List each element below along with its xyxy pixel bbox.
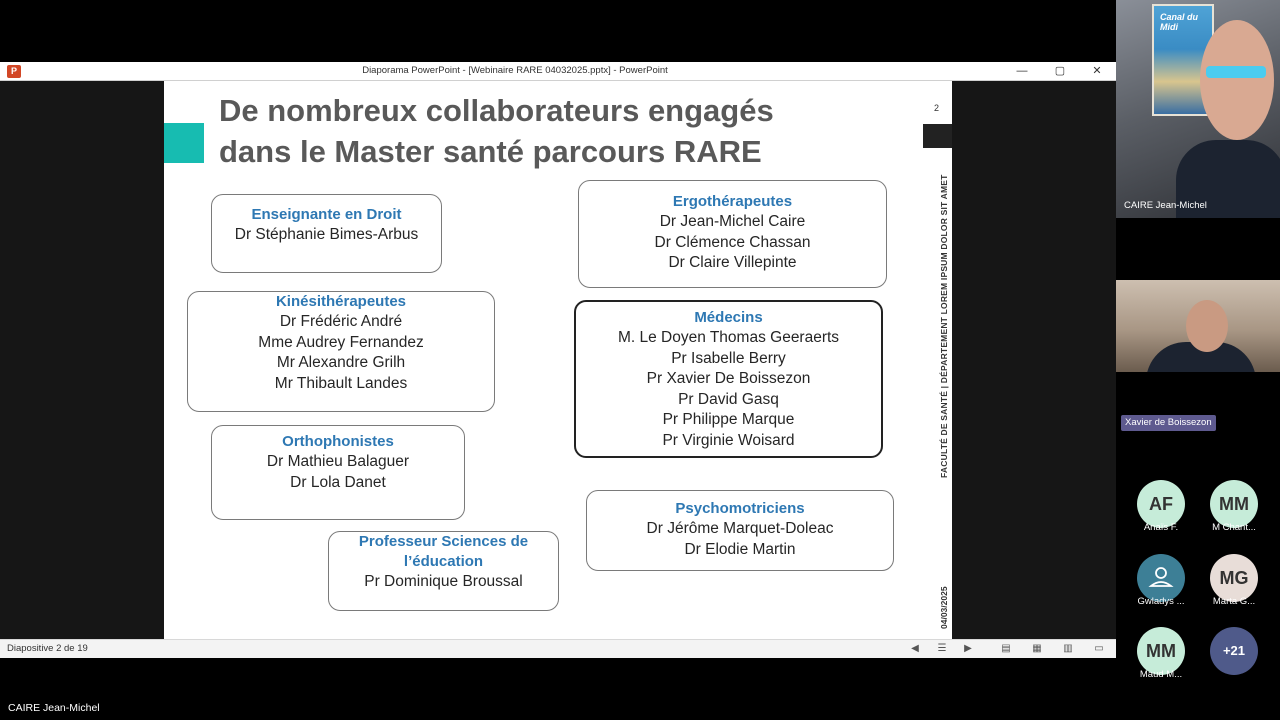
card-sciences-education: [328, 531, 559, 611]
participant-avatar-user-icon[interactable]: [1137, 554, 1185, 602]
card-heading-line-2: l’éducation: [403, 553, 484, 570]
next-slide-icon[interactable]: ▶: [964, 643, 972, 654]
card-psychomotriciens: [586, 490, 894, 571]
slideshow-stage: [0, 81, 1116, 639]
slide-number: 2: [934, 103, 940, 113]
participant-avatar[interactable]: MM: [1210, 480, 1258, 528]
person-head: [1186, 300, 1228, 352]
card-person: Pr David Gasq: [678, 390, 779, 408]
user-icon: [1137, 554, 1185, 602]
participant-name: M Chant...: [1212, 522, 1256, 533]
card-person: M. Le Doyen Thomas Geeraerts: [617, 329, 840, 346]
participant-name: Maud M...: [1139, 669, 1183, 680]
card-heading: Ergothérapeutes: [672, 193, 793, 210]
poster-text: Canal du Midi: [1160, 12, 1199, 32]
card-person: Dr Mathieu Balaguer: [266, 453, 410, 470]
card-person: Mr Thibault Landes: [274, 374, 408, 392]
minimize-button[interactable]: —: [1016, 65, 1028, 77]
participant-name: Gwladys ...: [1137, 596, 1185, 607]
participant-name: Anaïs F.: [1143, 522, 1179, 533]
maximize-button[interactable]: ▢: [1054, 65, 1066, 77]
card-person: Pr Dominique Broussal: [364, 573, 523, 590]
black-tab: [923, 124, 952, 148]
reading-view-icon[interactable]: ▥: [1063, 643, 1073, 654]
slide-title-line-2: dans le Master santé parcours RARE: [219, 134, 762, 169]
card-heading: Orthophonistes: [282, 433, 394, 450]
card-enseignante-droit: [211, 194, 442, 273]
card-person: Pr Philippe Marque: [662, 411, 795, 428]
card-heading: Psychomotriciens: [675, 500, 805, 517]
card-person: Dr Jérôme Marquet-Doleac: [646, 520, 834, 537]
tile-name-badge: Xavier de Boissezon: [1121, 415, 1216, 431]
slide-list-icon[interactable]: ☰: [937, 643, 947, 654]
more-participants-button[interactable]: +21: [1210, 627, 1258, 675]
card-person: Pr Virginie Woisard: [662, 431, 795, 449]
video-tile-caire[interactable]: [1116, 0, 1280, 218]
card-heading: Enseignante en Droit: [251, 206, 402, 223]
card-heading: Médecins: [694, 309, 763, 326]
card-heading-line-1: Professeur Sciences de: [358, 533, 529, 550]
normal-view-icon[interactable]: ▤: [1001, 643, 1011, 654]
card-person: Dr Claire Villepinte: [668, 254, 797, 271]
video-tile-boissezon[interactable]: [1116, 280, 1280, 372]
active-speaker-name: CAIRE Jean-Michel: [8, 702, 100, 714]
card-heading: Kinésithérapeutes: [275, 293, 407, 310]
card-person: Dr Lola Danet: [290, 473, 386, 491]
participant-name: Marta G...: [1212, 596, 1256, 607]
slide-date: 04/03/2025: [939, 586, 949, 629]
participant-avatar[interactable]: MG: [1210, 554, 1258, 602]
slideshow-icon[interactable]: ▭: [1094, 643, 1104, 654]
card-person: Dr Elodie Martin: [684, 540, 796, 558]
slide[interactable]: [164, 81, 952, 639]
powerpoint-icon: P: [7, 65, 21, 78]
card-person: Mme Audrey Fernandez: [258, 333, 424, 351]
card-orthophonistes: [211, 425, 465, 520]
card-person: Dr Clémence Chassan: [654, 233, 811, 251]
previous-slide-icon[interactable]: ◀: [911, 643, 919, 654]
participant-avatar[interactable]: MM: [1137, 627, 1185, 675]
powerpoint-window: [0, 62, 1116, 658]
slide-sorter-icon[interactable]: ▦: [1032, 643, 1042, 654]
card-person: Dr Frédéric André: [279, 313, 403, 330]
card-person: Dr Jean-Michel Caire: [659, 213, 806, 230]
window-title: Diaporama PowerPoint - [Webinaire RARE 04032025.pptx] - PowerPoint: [362, 65, 668, 76]
faculty-side-text: FACULTÉ DE SANTÉ | DÉPARTEMENT LOREM IPSUM DOLOR SIT AMET: [939, 174, 949, 478]
card-person: Pr Isabelle Berry: [671, 349, 786, 367]
person-head: [1200, 20, 1274, 140]
teal-accent-bar: [164, 123, 204, 163]
card-kinesitherapeutes: [187, 291, 495, 412]
close-button[interactable]: ✕: [1092, 65, 1102, 77]
status-bar: [0, 639, 1116, 658]
card-person: Dr Stéphanie Bimes-Arbus: [234, 226, 419, 243]
slide-title-line-1: De nombreux collaborateurs engagés: [219, 93, 774, 128]
card-person: Mr Alexandre Grilh: [276, 354, 406, 371]
slide-counter: Diapositive 2 de 19: [7, 643, 88, 654]
card-ergotherapeutes: [578, 180, 887, 288]
tile-name-label: CAIRE Jean-Michel: [1124, 200, 1207, 211]
card-medecins: [574, 300, 883, 458]
card-person: Pr Xavier De Boissezon: [646, 370, 811, 387]
title-bar: [0, 62, 1116, 81]
slide-title: [219, 90, 919, 172]
participant-avatar[interactable]: AF: [1137, 480, 1185, 528]
glasses-icon: [1206, 66, 1266, 78]
